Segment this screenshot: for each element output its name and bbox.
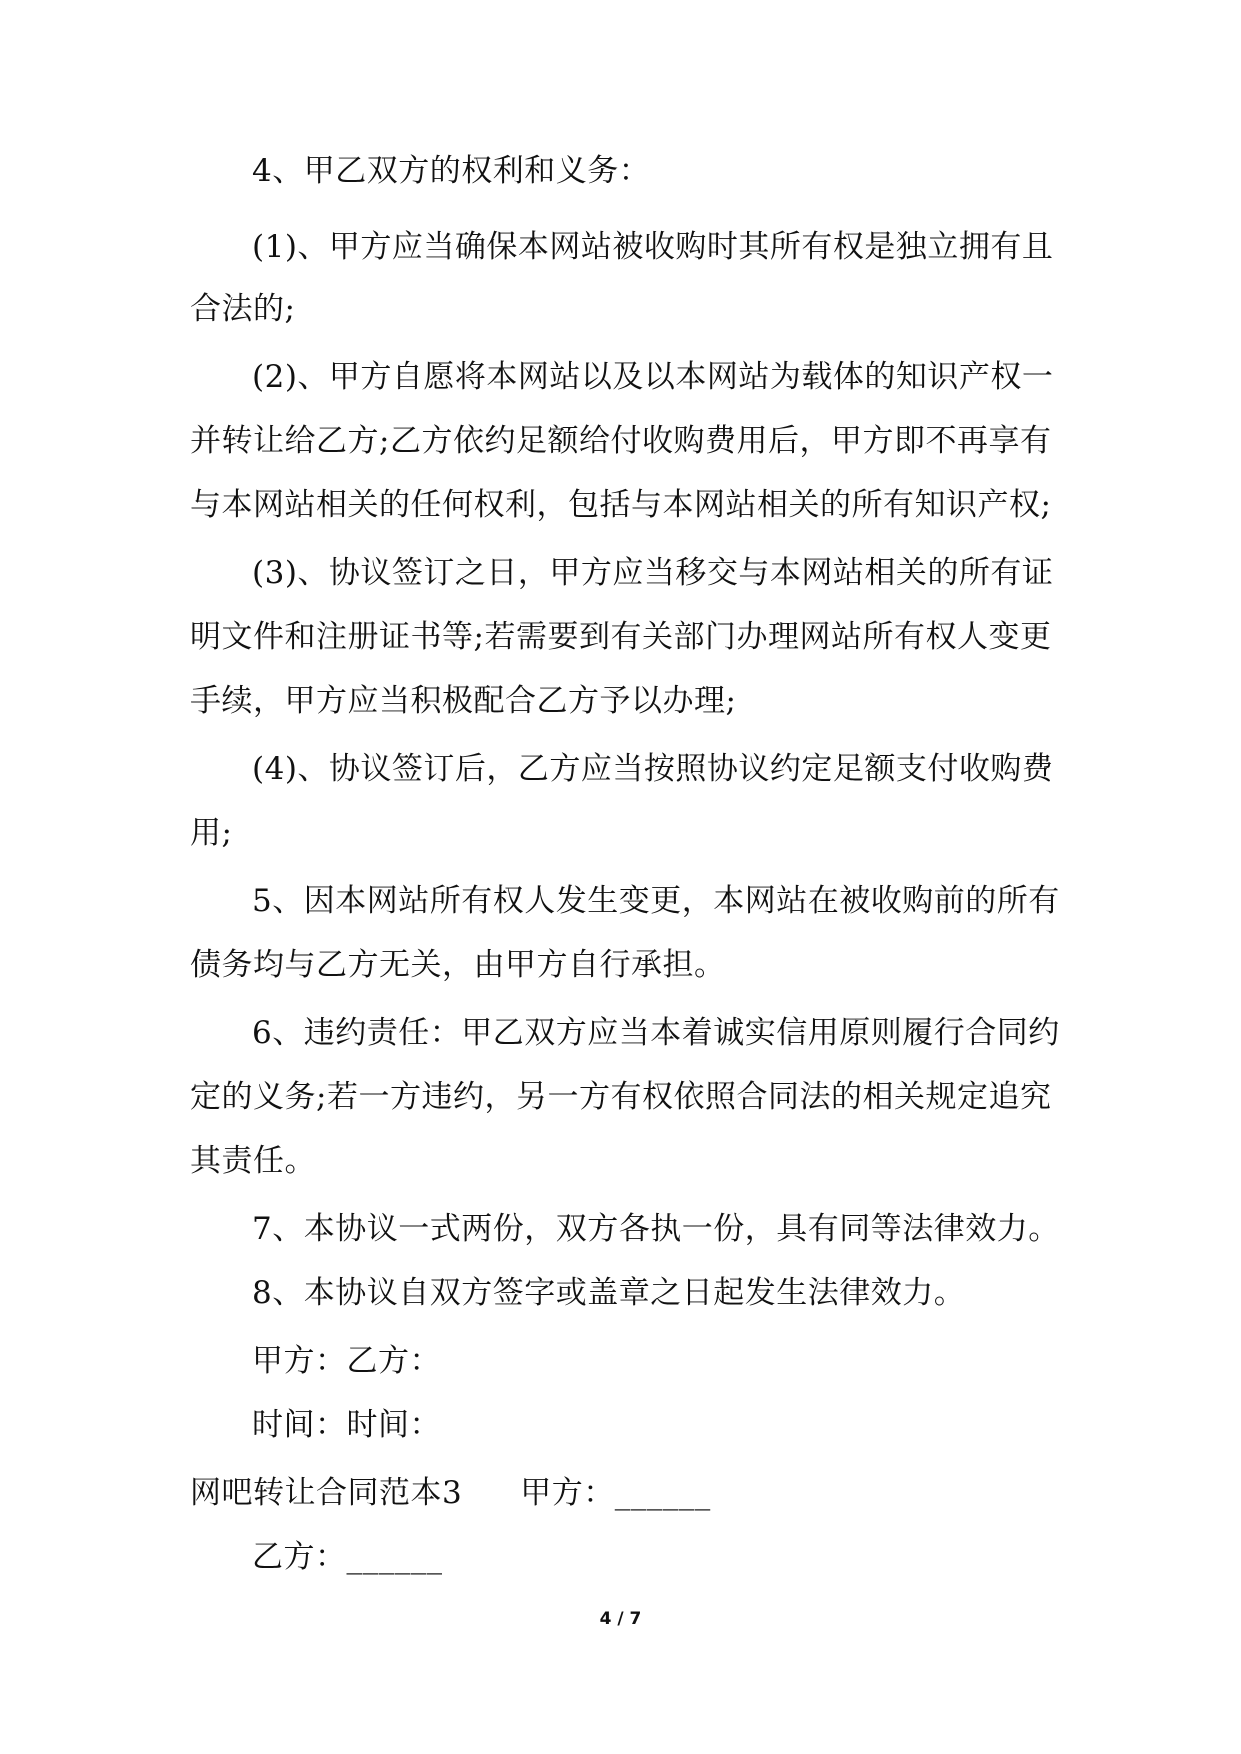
paragraph-line: 6、违约责任：甲乙双方应当本着诚实信用原则履行合同约 [252,1015,1060,1051]
template-title-line [190,1473,1070,1513]
paragraph-line: (4)、协议签订后，乙方应当按照协议约定足额支付收购费 [252,751,1054,787]
signature-dates-line: 时间：时间： [252,1407,441,1443]
paragraph-line: 5、因本网站所有权人发生变更，本网站在被收购前的所有 [252,883,1060,919]
party-b-line: 乙方：______ [252,1539,443,1575]
paragraph-line: 并转让给乙方;乙方依约足额给付收购费用后，甲方即不再享有 [190,423,1052,459]
paragraph-line: (3)、协议签订之日，甲方应当移交与本网站相关的所有证 [252,555,1054,591]
party-a-blank: ______ [614,1475,711,1511]
paragraph-line: 与本网站相关的任何权利，包括与本网站相关的所有知识产权; [190,487,1052,523]
paragraph-line: 债务均与乙方无关，由甲方自行承担。 [190,947,726,983]
paragraph-line: (1)、甲方应当确保本网站被收购时其所有权是独立拥有且 [252,229,1054,265]
paragraph-line: 8、本协议自双方签字或盖章之日起发生法律效力。 [252,1275,966,1311]
paragraph-line: 4、甲乙双方的权利和义务： [252,153,651,189]
paragraph-line: 其责任。 [190,1143,316,1179]
page-number: 4 / 7 [599,1609,642,1629]
paragraph-line: 定的义务;若一方违约，另一方有权依照合同法的相关规定追究 [190,1079,1052,1115]
party-a-label: 甲方： [520,1475,615,1511]
paragraph-line: 用; [190,815,233,851]
paragraph-line: 7、本协议一式两份，双方各执一份，具有同等法律效力。 [252,1211,1060,1247]
template-title: 网吧转让合同范本3 [190,1475,463,1511]
paragraph-line: 明文件和注册证书等;若需要到有关部门办理网站所有权人变更 [190,619,1052,655]
paragraph-line: 手续，甲方应当积极配合乙方予以办理; [190,683,737,719]
paragraph-line: (2)、甲方自愿将本网站以及以本网站为载体的知识产权一 [252,359,1054,395]
paragraph-line: 合法的; [190,291,296,327]
signature-parties-line: 甲方：乙方： [252,1343,441,1379]
